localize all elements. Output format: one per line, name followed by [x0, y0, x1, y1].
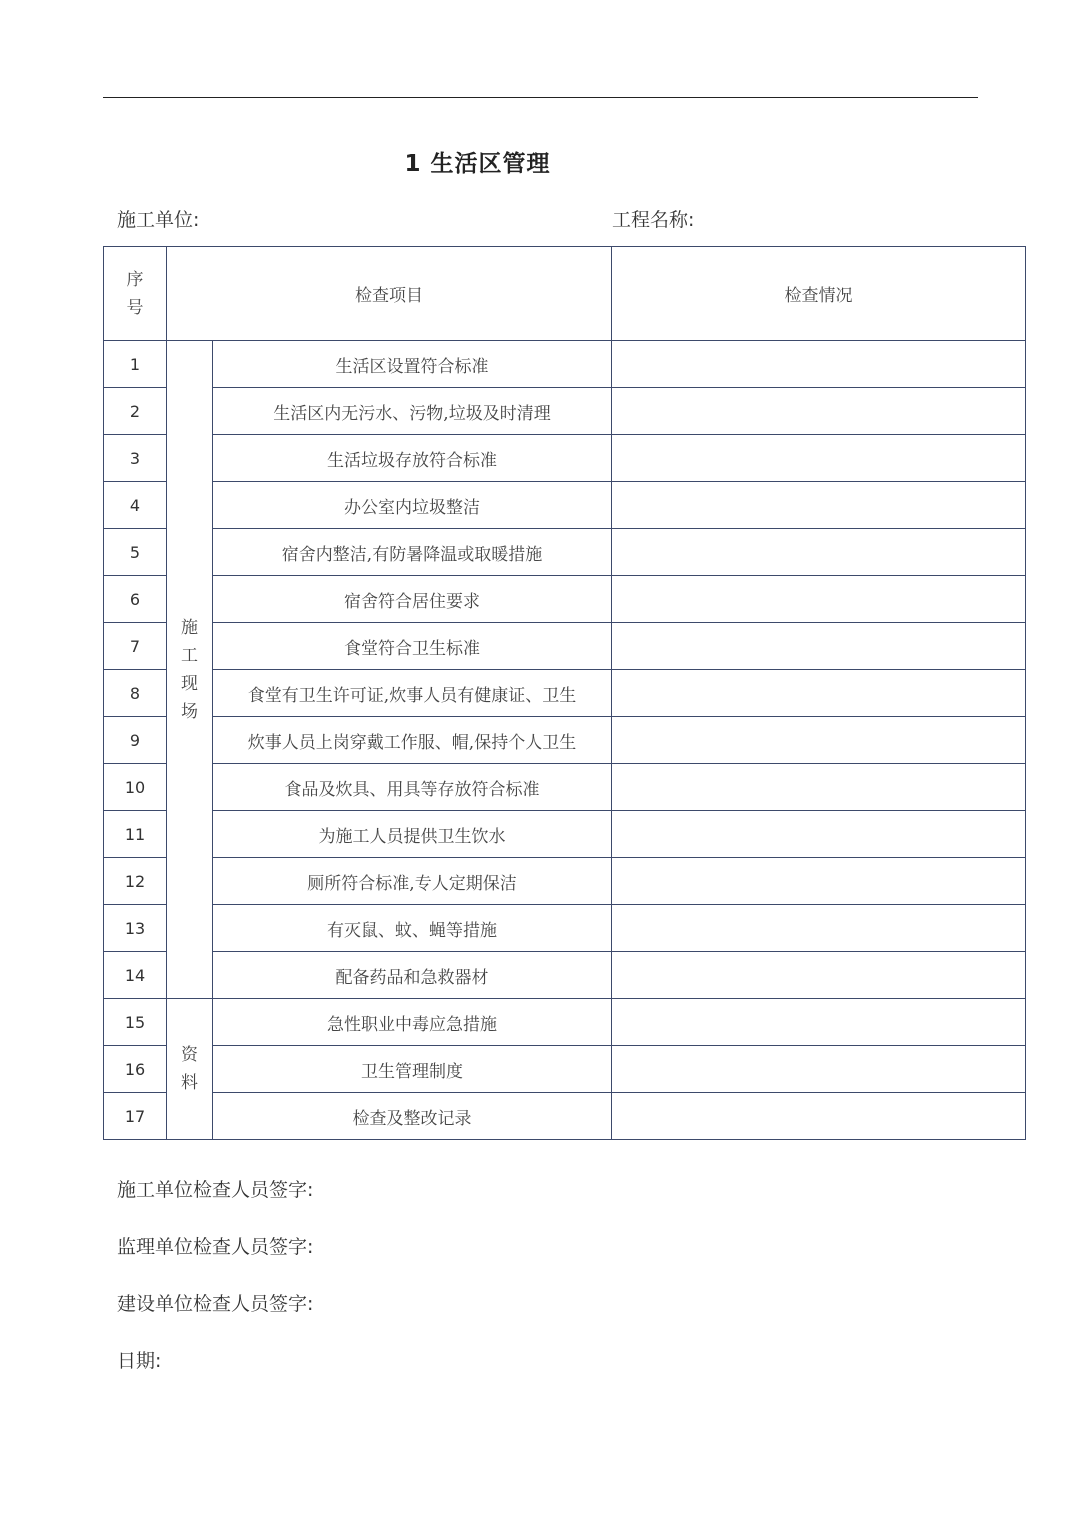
group-label: 资料 [181, 1045, 198, 1093]
group-label-cell [167, 341, 213, 999]
check-item: 炊事人员上岗穿戴工作服、帽,保持个人卫生 [213, 717, 612, 764]
check-item: 宿舍符合居住要求 [213, 576, 612, 623]
project-name-label: 工程名称: [612, 209, 695, 231]
table-row [104, 1046, 1026, 1093]
table-row [104, 952, 1026, 999]
row-number: 15 [104, 999, 167, 1046]
check-status-cell[interactable] [612, 388, 1026, 435]
check-item: 急性职业中毒应急措施 [213, 999, 612, 1046]
check-status-cell[interactable] [612, 670, 1026, 717]
row-number: 11 [104, 811, 167, 858]
row-number: 17 [104, 1093, 167, 1140]
check-item: 有灭鼠、蚊、蝇等措施 [213, 905, 612, 952]
group-label: 施工现场 [181, 617, 198, 722]
table-row [104, 576, 1026, 623]
row-number: 10 [104, 764, 167, 811]
row-number: 14 [104, 952, 167, 999]
group-label-cell [167, 999, 213, 1140]
check-status-cell[interactable] [612, 999, 1026, 1046]
check-status-cell[interactable] [612, 341, 1026, 388]
table-row [104, 529, 1026, 576]
inspection-table [103, 246, 1026, 1140]
check-item: 生活区内无污水、污物,垃圾及时清理 [213, 388, 612, 435]
check-item: 厕所符合标准,专人定期保洁 [213, 858, 612, 905]
check-status-cell[interactable] [612, 952, 1026, 999]
table-row [104, 905, 1026, 952]
header-status: 检查情况 [612, 247, 1026, 341]
table-row [104, 623, 1026, 670]
table-body [104, 341, 1026, 1140]
check-status-cell[interactable] [612, 717, 1026, 764]
row-number: 7 [104, 623, 167, 670]
table-row [104, 482, 1026, 529]
header-item: 检查项目 [167, 247, 612, 341]
row-number: 1 [104, 341, 167, 388]
table-row [104, 1093, 1026, 1140]
header-seq [104, 247, 167, 341]
row-number: 3 [104, 435, 167, 482]
row-number: 16 [104, 1046, 167, 1093]
table-row [104, 341, 1026, 388]
row-number: 2 [104, 388, 167, 435]
check-item: 卫生管理制度 [213, 1046, 612, 1093]
check-item: 食堂有卫生许可证,炊事人员有健康证、卫生 [213, 670, 612, 717]
check-status-cell[interactable] [612, 764, 1026, 811]
check-status-cell[interactable] [612, 1046, 1026, 1093]
check-status-cell[interactable] [612, 905, 1026, 952]
table-row [104, 764, 1026, 811]
table-row [104, 811, 1026, 858]
check-status-cell[interactable] [612, 576, 1026, 623]
row-number: 4 [104, 482, 167, 529]
check-status-cell[interactable] [612, 482, 1026, 529]
row-number: 13 [104, 905, 167, 952]
header-rule [103, 97, 978, 98]
check-item: 生活区设置符合标准 [213, 341, 612, 388]
row-number: 8 [104, 670, 167, 717]
row-number: 9 [104, 717, 167, 764]
header-seq-label: 序号 [126, 269, 144, 318]
construction-signature-label: 施工单位检查人员签字: [117, 1179, 314, 1201]
row-number: 12 [104, 858, 167, 905]
check-item: 为施工人员提供卫生饮水 [213, 811, 612, 858]
table-row [104, 717, 1026, 764]
check-status-cell[interactable] [612, 811, 1026, 858]
table-row [104, 388, 1026, 435]
construction-unit-label: 施工单位: [117, 209, 200, 231]
table-row [104, 435, 1026, 482]
check-status-cell[interactable] [612, 529, 1026, 576]
check-item: 办公室内垃圾整洁 [213, 482, 612, 529]
check-status-cell[interactable] [612, 435, 1026, 482]
owner-signature-label: 建设单位检查人员签字: [117, 1293, 314, 1315]
check-item: 宿舍内整洁,有防暑降温或取暖措施 [213, 529, 612, 576]
table-row [104, 999, 1026, 1046]
table-header-row [104, 247, 1026, 341]
check-item: 食堂符合卫生标准 [213, 623, 612, 670]
table-row [104, 670, 1026, 717]
row-number: 6 [104, 576, 167, 623]
check-item: 配备药品和急救器材 [213, 952, 612, 999]
date-label: 日期: [117, 1350, 162, 1372]
check-status-cell[interactable] [612, 623, 1026, 670]
table-row [104, 858, 1026, 905]
check-item: 食品及炊具、用具等存放符合标准 [213, 764, 612, 811]
page-title: 1 生活区管理 [404, 151, 551, 177]
supervision-signature-label: 监理单位检查人员签字: [117, 1236, 314, 1258]
check-item: 生活垃圾存放符合标准 [213, 435, 612, 482]
check-item: 检查及整改记录 [213, 1093, 612, 1140]
row-number: 5 [104, 529, 167, 576]
check-status-cell[interactable] [612, 1093, 1026, 1140]
check-status-cell[interactable] [612, 858, 1026, 905]
